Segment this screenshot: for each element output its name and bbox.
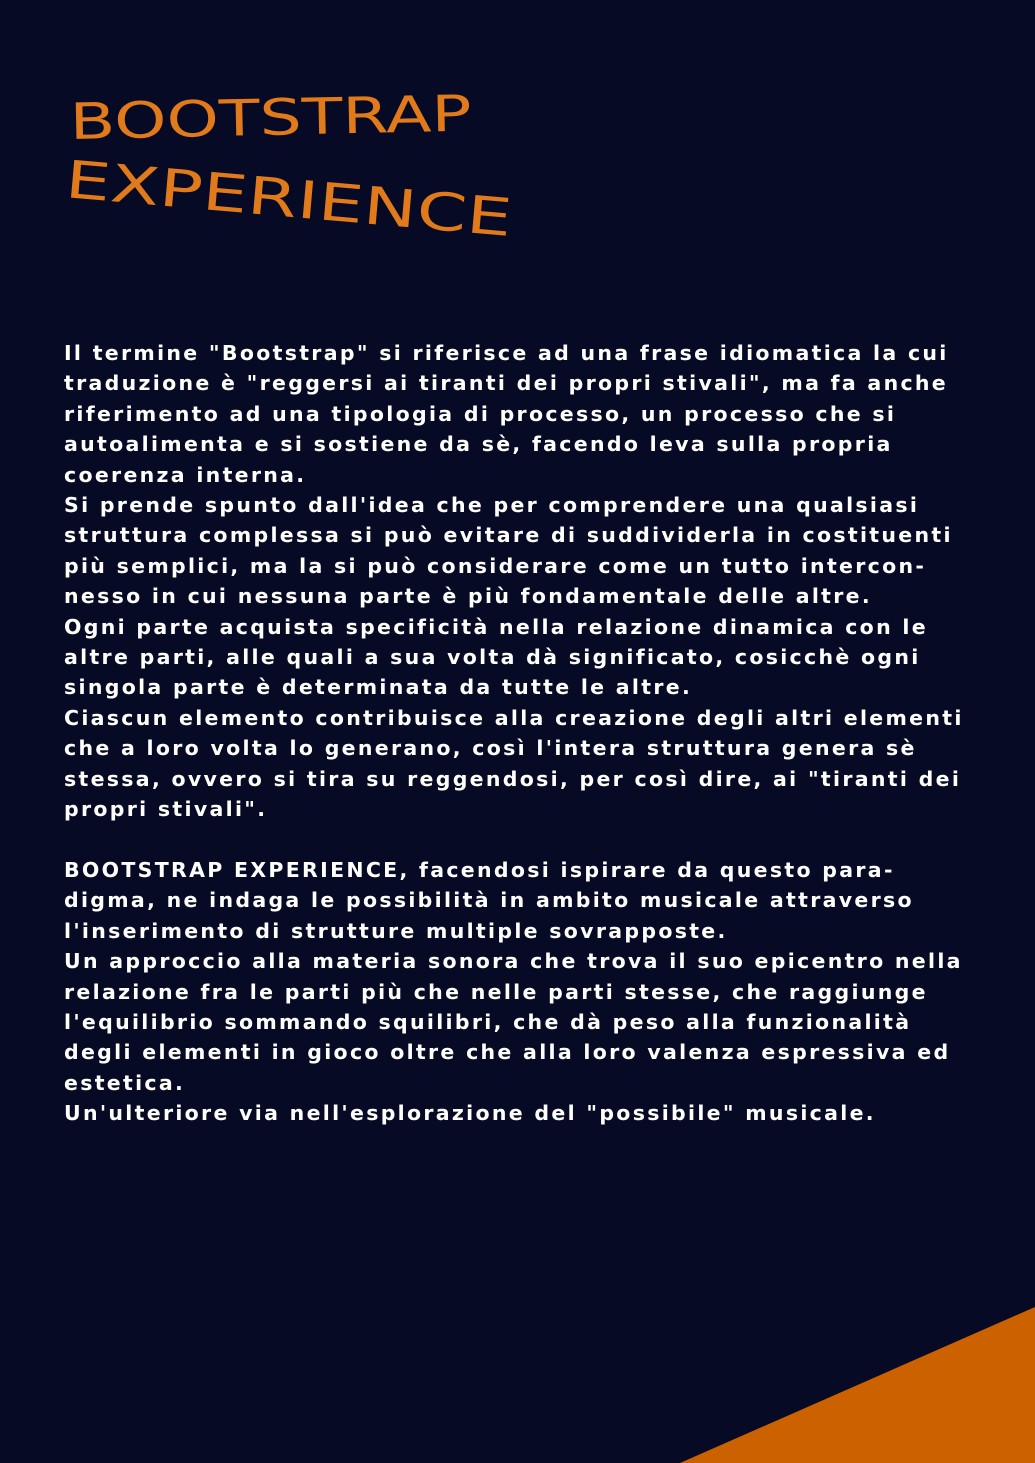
body-text-line: stessa, ovvero si tira su reggendosi, per così dire, ai "tiranti dei [64,766,962,791]
body-text-line: Ogni parte acquista specificità nella relazione dinamica con le [64,614,928,639]
body-text-line: digma, ne indaga le possibilità in ambito musicale attraverso [64,888,914,913]
body-text-line: relazione fra le parti più che nelle parti stesse, che raggiunge [64,979,928,1004]
body-text-line: l'equilibrio sommando squilibri, che dà peso alla funzionalità [64,1009,912,1034]
body-text-line: autoalimenta e si sostiene da sè, facendo leva sulla propria [64,432,893,457]
body-text [64,338,994,1129]
orange-triangle-shape [680,1307,1035,1463]
logo-line-experience: EXPERIENCE [62,150,392,239]
bootstrap-experience-logo [58,85,528,255]
body-text-line: più semplici, ma la si può considerare come un tutto intercon- [64,553,927,578]
body-text-line: Si prende spunto dall'idea che per comprendere una qualsiasi [64,493,920,518]
body-text-line: coerenza interna. [64,462,307,487]
body-text-line: traduzione è "reggersi ai tiranti dei propri stivali", ma fa anche [64,371,949,396]
body-text-line: nesso in cui nessuna parte è più fondamentale delle altre. [64,584,872,609]
body-text-line: Un'ulteriore via nell'esplorazione del "possibile" musicale. [64,1101,876,1126]
body-text-line: struttura complessa si può evitare di suddividerla in costituenti [64,523,953,548]
body-text-line: estetica. [64,1070,186,1095]
body-text-line: propri stivali". [64,797,268,822]
body-text-line: che a loro volta lo generano, così l'intera struttura genera sè [64,736,917,761]
logo-line-bootstrap: BOOTSTRAP [69,86,373,151]
body-text-line: degli elementi in gioco oltre che alla loro valenza espressiva ed [64,1040,951,1065]
paragraph-spacer [64,825,994,855]
body-text-line: l'inserimento di strutture multiple sovrapposte. [64,918,728,943]
body-text-line: Il termine "Bootstrap" si riferisce ad una frase idiomatica la cui [64,341,949,365]
body-text-line: altre parti, alle quali a sua volta dà significato, cosicchè ogni [64,645,921,670]
body-text-line: Ciascun elemento contribuisce alla creazione degli altri elementi [64,705,964,730]
body-text-line: Un approccio alla materia sonora che trova il suo epicentro nella [64,949,963,974]
body-text-line: singola parte è determinata da tutte le altre. [64,675,693,700]
body-text-line: BOOTSTRAP EXPERIENCE, facendosi ispirare da questo para- [64,857,895,882]
body-text-line: riferimento ad una tipologia di processo, un processo che si [64,401,897,426]
